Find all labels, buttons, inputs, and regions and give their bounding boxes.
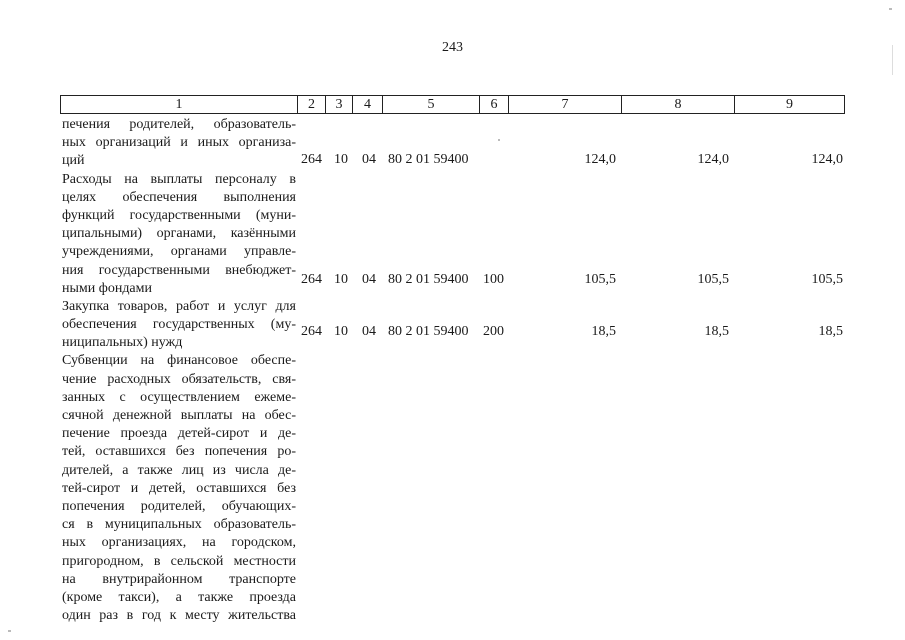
cell-col7: 124,0 xyxy=(584,152,616,167)
scan-speck xyxy=(889,8,892,10)
description-line: ципальными) органами, казёнными xyxy=(62,226,296,242)
header-col-9: 9 xyxy=(786,97,793,112)
table-header xyxy=(60,95,845,114)
header-col-6: 6 xyxy=(480,96,509,113)
description-line: попечения родителей, обучающих- xyxy=(62,498,296,514)
description-line: Субвенции на финансовое обеспе- xyxy=(62,353,296,369)
header-col-1: 1 xyxy=(61,96,298,113)
cell-col7: 105,5 xyxy=(584,272,616,287)
description-line: занных с осуществлением ежеме- xyxy=(62,389,296,405)
description-line: чение расходных обязательств, свя- xyxy=(62,371,296,387)
description-column xyxy=(62,116,296,625)
header-col-5: 5 xyxy=(383,96,480,113)
header-col-4: 4 xyxy=(353,96,383,113)
cell-col8: 124,0 xyxy=(697,152,729,167)
cell-col7: 18,5 xyxy=(591,324,616,339)
table-row xyxy=(0,323,905,341)
description-line: функций государственными (муни- xyxy=(62,207,296,223)
description-line: ций xyxy=(62,153,85,169)
header-col-2: 2 xyxy=(298,96,326,113)
header-col-8: 8 xyxy=(622,96,735,113)
cell-col8: 105,5 xyxy=(697,272,729,287)
description-line: целях обеспечения выполнения xyxy=(62,189,296,205)
header-col-3: 3 xyxy=(326,96,353,113)
cell-col9: 124,0 xyxy=(811,152,843,167)
cell-col2: 264 xyxy=(301,272,322,287)
description-line: сячной денежной выплаты на обес- xyxy=(62,408,296,423)
description-line: печения родителей, образователь- xyxy=(62,117,296,132)
cell-col5: 80 2 01 59400 xyxy=(388,152,469,167)
description-line: обеспечения государственных (му- xyxy=(62,317,296,333)
description-line: ных организациях, на городском, xyxy=(62,535,296,551)
cell-col2: 264 xyxy=(301,324,322,339)
header-col-7: 7 xyxy=(509,96,622,113)
cell-col4: 04 xyxy=(362,152,376,167)
description-line: пригородном, в сельской местности xyxy=(62,553,296,569)
description-line: дителей, а также лиц из числа де- xyxy=(62,462,296,478)
description-line: ния государственными внебюджет- xyxy=(62,262,296,278)
description-line: тей-сирот и детей, оставшихся без xyxy=(62,480,296,496)
description-line: печение проезда детей-сирот и де- xyxy=(62,426,296,442)
description-line: учреждениями, органами управле- xyxy=(62,244,296,260)
page-number: 243 xyxy=(442,40,463,55)
description-line: ными фондами xyxy=(62,280,153,296)
cell-col5: 80 2 01 59400 xyxy=(388,324,469,339)
cell-col3: 10 xyxy=(334,272,348,287)
scan-edge-mark xyxy=(892,45,893,75)
cell-col4: 04 xyxy=(362,272,376,287)
cell-col6: 200 xyxy=(483,324,504,339)
table-row xyxy=(0,271,905,289)
cell-col3: 10 xyxy=(334,152,348,167)
cell-col4: 04 xyxy=(362,324,376,339)
description-line: тей, оставшихся без попечения ро- xyxy=(62,444,296,460)
description-line: ных организаций и иных организа- xyxy=(62,135,296,151)
cell-col9: 18,5 xyxy=(818,324,843,339)
scan-speck xyxy=(8,630,11,632)
cell-col5: 80 2 01 59400 xyxy=(388,272,469,287)
description-line: один раз в год к месту жительства xyxy=(62,608,296,624)
cell-col8: 18,5 xyxy=(704,324,729,339)
description-line: (кроме такси), а также проезда xyxy=(62,589,296,605)
scan-speck xyxy=(498,139,500,141)
description-line: ниципальных) нужд xyxy=(62,335,183,351)
description-line: Закупка товаров, работ и услуг для xyxy=(62,298,296,314)
cell-col2: 264 xyxy=(301,152,322,167)
cell-col6: 100 xyxy=(483,272,504,287)
cell-col3: 10 xyxy=(334,324,348,339)
description-line: ся в муниципальных образователь- xyxy=(62,517,296,533)
description-line: Расходы на выплаты персоналу в xyxy=(62,171,296,187)
description-line: на внутрирайонном транспорте xyxy=(62,571,296,587)
cell-col9: 105,5 xyxy=(811,272,843,287)
table-row xyxy=(0,151,905,169)
